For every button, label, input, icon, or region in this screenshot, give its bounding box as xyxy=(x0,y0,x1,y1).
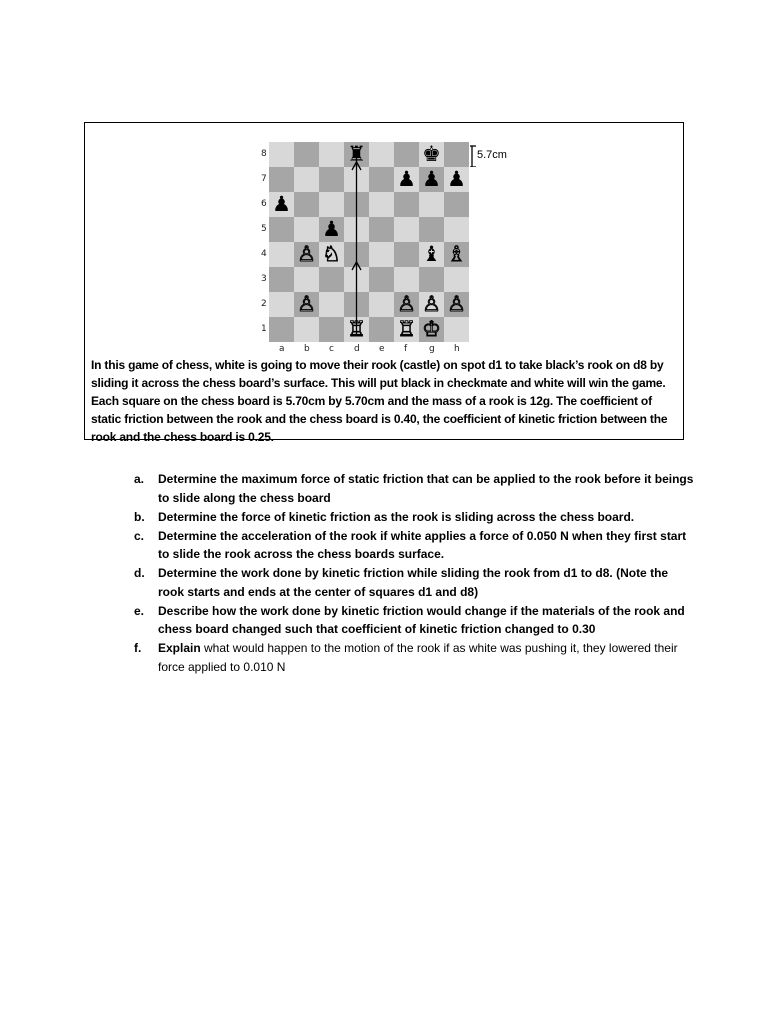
question-text: the work done by kinetic friction while sliding the rook from d1 to d8. (Note the rook starts and ends at the center of squares d1 and d8) xyxy=(158,566,669,599)
square-f8 xyxy=(394,142,419,167)
square-c7 xyxy=(319,167,344,192)
question-item xyxy=(134,639,694,676)
white-knight-icon: ♘ xyxy=(322,242,341,266)
square-d7 xyxy=(344,167,369,192)
question-verb: Determine xyxy=(158,472,221,486)
square-g7 xyxy=(419,167,444,192)
square-e4 xyxy=(369,242,394,267)
problem-description: In this game of chess, white is going to move their rook (castle) on spot d1 to take black’s rook on d8 by sliding it across the chess board’s surface. This will put black in checkmate and white will win the game. Each square on the chess board is 5.70cm by 5.70cm and the mass of a rook is 12g. The coefficient of static friction between the rook and the chess board is 0.40, the coefficient of kinetic friction between the rook and the chess board is 0.25. xyxy=(91,358,668,444)
square-f4 xyxy=(394,242,419,267)
square-d6 xyxy=(344,192,369,217)
square-g3 xyxy=(419,267,444,292)
square-c6 xyxy=(319,192,344,217)
white-pawn-icon: ♙ xyxy=(297,292,316,316)
square-d2 xyxy=(344,292,369,317)
black-bishop-icon: ♝ xyxy=(422,242,441,266)
rank-label-6: 6 xyxy=(261,199,267,209)
square-g6 xyxy=(419,192,444,217)
black-pawn-icon: ♟ xyxy=(447,167,466,191)
white-rook-icon: ♖ xyxy=(397,317,416,341)
file-label-a: a xyxy=(279,344,285,354)
square-c5 xyxy=(319,217,344,242)
square-h7 xyxy=(444,167,469,192)
white-pawn-icon: ♙ xyxy=(447,292,466,316)
problem-box xyxy=(84,122,684,444)
square-f3 xyxy=(394,267,419,292)
square-h1 xyxy=(444,317,469,342)
question-item xyxy=(134,527,694,564)
square-a3 xyxy=(269,267,294,292)
square-g2 xyxy=(419,292,444,317)
file-label-b: b xyxy=(304,344,310,354)
square-d1 xyxy=(344,317,369,342)
square-b8 xyxy=(294,142,319,167)
square-b4 xyxy=(294,242,319,267)
question-verb: Explain xyxy=(158,641,205,655)
square-a4 xyxy=(269,242,294,267)
white-rook-icon: ♖ xyxy=(347,317,366,341)
question-verb: Determine xyxy=(158,528,221,543)
question-letter: f. xyxy=(134,641,142,655)
square-e7 xyxy=(369,167,394,192)
question-letter: b. xyxy=(134,509,145,524)
rank-label-3: 3 xyxy=(261,274,267,284)
white-king-icon: ♔ xyxy=(422,317,441,341)
question-verb: Determine xyxy=(158,566,221,580)
question-letter: c. xyxy=(134,528,145,543)
square-b3 xyxy=(294,267,319,292)
square-c1 xyxy=(319,317,344,342)
square-h4 xyxy=(444,242,469,267)
question-text: the maximum force of static friction that can be applied to the rook before it beings to slide along the chess board xyxy=(158,472,694,505)
question-letter: d. xyxy=(134,566,145,580)
rank-label-7: 7 xyxy=(261,174,267,184)
black-rook-icon: ♜ xyxy=(347,142,366,166)
rank-label-2: 2 xyxy=(261,299,267,309)
rank-label-1: 1 xyxy=(261,324,267,334)
rank-label-4: 4 xyxy=(261,249,267,259)
question-item xyxy=(134,508,694,527)
square-f6 xyxy=(394,192,419,217)
square-g5 xyxy=(419,217,444,242)
question-text: the force of kinetic friction as the rook is sliding across the chess board. xyxy=(220,509,635,524)
square-f1 xyxy=(394,317,419,342)
square-a1 xyxy=(269,317,294,342)
square-e5 xyxy=(369,217,394,242)
square-g1 xyxy=(419,317,444,342)
square-a8 xyxy=(269,142,294,167)
square-f7 xyxy=(394,167,419,192)
square-e2 xyxy=(369,292,394,317)
square-b5 xyxy=(294,217,319,242)
file-label-h: h xyxy=(454,344,460,354)
square-d5 xyxy=(344,217,369,242)
square-g8 xyxy=(419,142,444,167)
square-f5 xyxy=(394,217,419,242)
square-f2 xyxy=(394,292,419,317)
square-d3 xyxy=(344,267,369,292)
question-text: the acceleration of the rook if white applies a force of 0.050 N when they first start to slide the rook across the chess boards surface. xyxy=(158,528,687,561)
square-h8 xyxy=(444,142,469,167)
white-pawn-icon: ♙ xyxy=(422,292,441,316)
square-e8 xyxy=(369,142,394,167)
square-a7 xyxy=(269,167,294,192)
rank-label-5: 5 xyxy=(261,224,267,234)
black-king-icon: ♚ xyxy=(422,142,441,166)
square-h3 xyxy=(444,267,469,292)
square-c4 xyxy=(319,242,344,267)
square-b7 xyxy=(294,167,319,192)
question-item xyxy=(134,564,694,601)
square-g4 xyxy=(419,242,444,267)
question-item xyxy=(134,602,694,639)
question-letter: e. xyxy=(134,603,145,618)
white-pawn-icon: ♙ xyxy=(397,292,416,316)
square-e6 xyxy=(369,192,394,217)
square-c8 xyxy=(319,142,344,167)
file-label-c: c xyxy=(329,344,334,354)
black-pawn-icon: ♟ xyxy=(272,192,291,216)
square-b1 xyxy=(294,317,319,342)
square-h6 xyxy=(444,192,469,217)
square-a2 xyxy=(269,292,294,317)
square-c3 xyxy=(319,267,344,292)
question-list xyxy=(134,470,694,677)
square-h2 xyxy=(444,292,469,317)
scale-label: 5.7cm xyxy=(477,149,507,161)
black-pawn-icon: ♟ xyxy=(322,217,341,241)
white-pawn-icon: ♙ xyxy=(297,242,316,266)
square-e3 xyxy=(369,267,394,292)
question-text: how the work done by kinetic friction would change if the materials of the rook and chess board changed such that coefficient of kinetic friction changed to 0.30 xyxy=(158,603,685,636)
question-text: what would happen to the motion of the rook if as white was pushing it, they lowered their force applied to 0.010 N xyxy=(158,641,678,674)
chess-board xyxy=(269,142,469,342)
square-d4 xyxy=(344,242,369,267)
square-a5 xyxy=(269,217,294,242)
square-e1 xyxy=(369,317,394,342)
square-h5 xyxy=(444,217,469,242)
question-verb: Describe xyxy=(158,603,213,618)
square-d8 xyxy=(344,142,369,167)
file-label-f: f xyxy=(404,344,408,354)
file-label-e: e xyxy=(379,344,385,354)
file-label-g: g xyxy=(429,344,435,354)
square-b6 xyxy=(294,192,319,217)
question-verb: Determine xyxy=(158,509,221,524)
square-c2 xyxy=(319,292,344,317)
black-pawn-icon: ♟ xyxy=(397,167,416,191)
square-a6 xyxy=(269,192,294,217)
rank-label-8: 8 xyxy=(261,149,267,159)
black-pawn-icon: ♟ xyxy=(422,167,441,191)
white-bishop-icon: ♗ xyxy=(447,242,466,266)
square-b2 xyxy=(294,292,319,317)
question-item xyxy=(134,470,694,507)
file-label-d: d xyxy=(354,344,360,354)
question-letter: a. xyxy=(134,472,145,486)
